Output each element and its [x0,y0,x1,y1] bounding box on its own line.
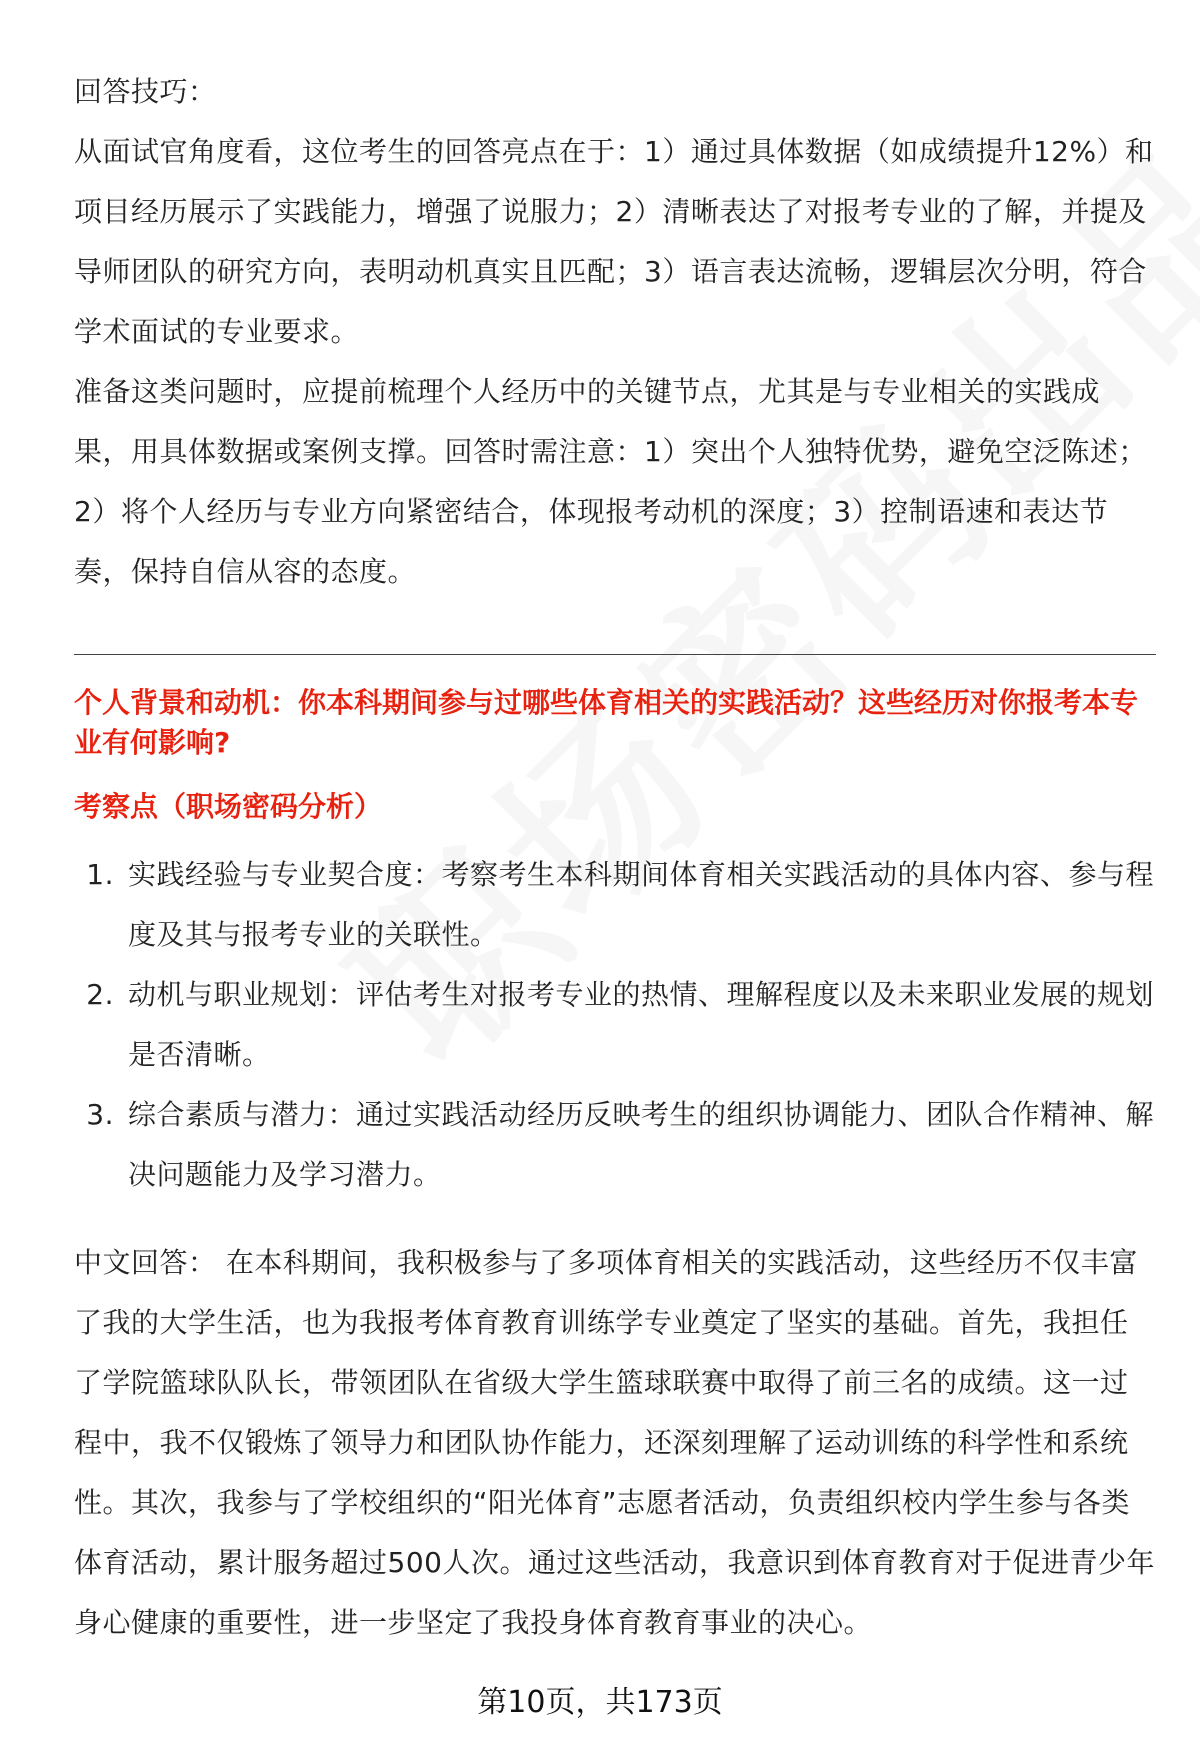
page-content [74,62,1156,1653]
list-item-number: 2. [86,978,114,1011]
list-item-text: 综合素质与潜力：通过实践活动经历反映考生的组织协调能力、团队合作精神、解决问题能力及学习潜力。 [128,1098,1155,1191]
tips-paragraph-2: 准备这类问题时，应提前梳理个人经历中的关键节点，尤其是与专业相关的实践成果，用具体数据或案例支撑。回答时需注意：1）突出个人独特优势，避免空泛陈述；2）将个人经历与专业方向紧密结合，体现报考动机的深度；3）控制语速和表达节奏，保持自信从容的态度。 [74,375,1147,588]
page-number: 第10页，共173页 [477,1685,723,1720]
list-item [74,1085,1156,1205]
focus-heading: 考察点（职场密码分析） [74,790,383,823]
answer-tips-section [74,62,1156,602]
section-divider [74,654,1156,655]
list-item-text: 实践经验与专业契合度：考察考生本科期间体育相关实践活动的具体内容、参与程度及其与报考专业的关联性。 [128,858,1155,951]
chinese-answer: 中文回答： 在本科期间，我积极参与了多项体育相关的实践活动，这些经历不仅丰富了我的大学生活，也为我报考体育教育训练学专业奠定了坚实的基础。首先，我担任了学院篮球队队长，带领团队在省级大学生篮球联赛中取得了前三名的成绩。这一过程中，我不仅锻炼了领导力和团队协作能力，还深刻理解了运动训练的科学性和系统性。其次，我参与了学校组织的“阳光体育”志愿者活动，负责组织校内学生参与各类体育活动，累计服务超过500人次。通过这些活动，我意识到体育教育对于促进青少年身心健康的重要性，进一步坚定了我投身体育教育事业的决心。 [74,1246,1155,1639]
list-item-text: 动机与职业规划：评估考生对报考专业的热情、理解程度以及未来职业发展的规划是否清晰。 [128,978,1155,1071]
tips-paragraph-1: 从面试官角度看，这位考生的回答亮点在于：1）通过具体数据（如成绩提升12%）和项目经历展示了实践能力，增强了说服力；2）清晰表达了对报考专业的了解，并提及导师团队的研究方向，表明动机真实且匹配；3）语言表达流畅，逻辑层次分明，符合学术面试的专业要求。 [74,135,1154,348]
list-item-number: 1. [86,858,114,891]
tips-heading: 回答技巧： [74,75,217,108]
list-item-number: 3. [86,1098,114,1131]
question-title: 个人背景和动机：你本科期间参与过哪些体育相关的实践活动？这些经历对你报考本专业有何影响? [74,686,1139,759]
focus-points-list [74,845,1156,1205]
list-item [74,845,1156,965]
list-item [74,965,1156,1085]
question-section [74,683,1156,1653]
